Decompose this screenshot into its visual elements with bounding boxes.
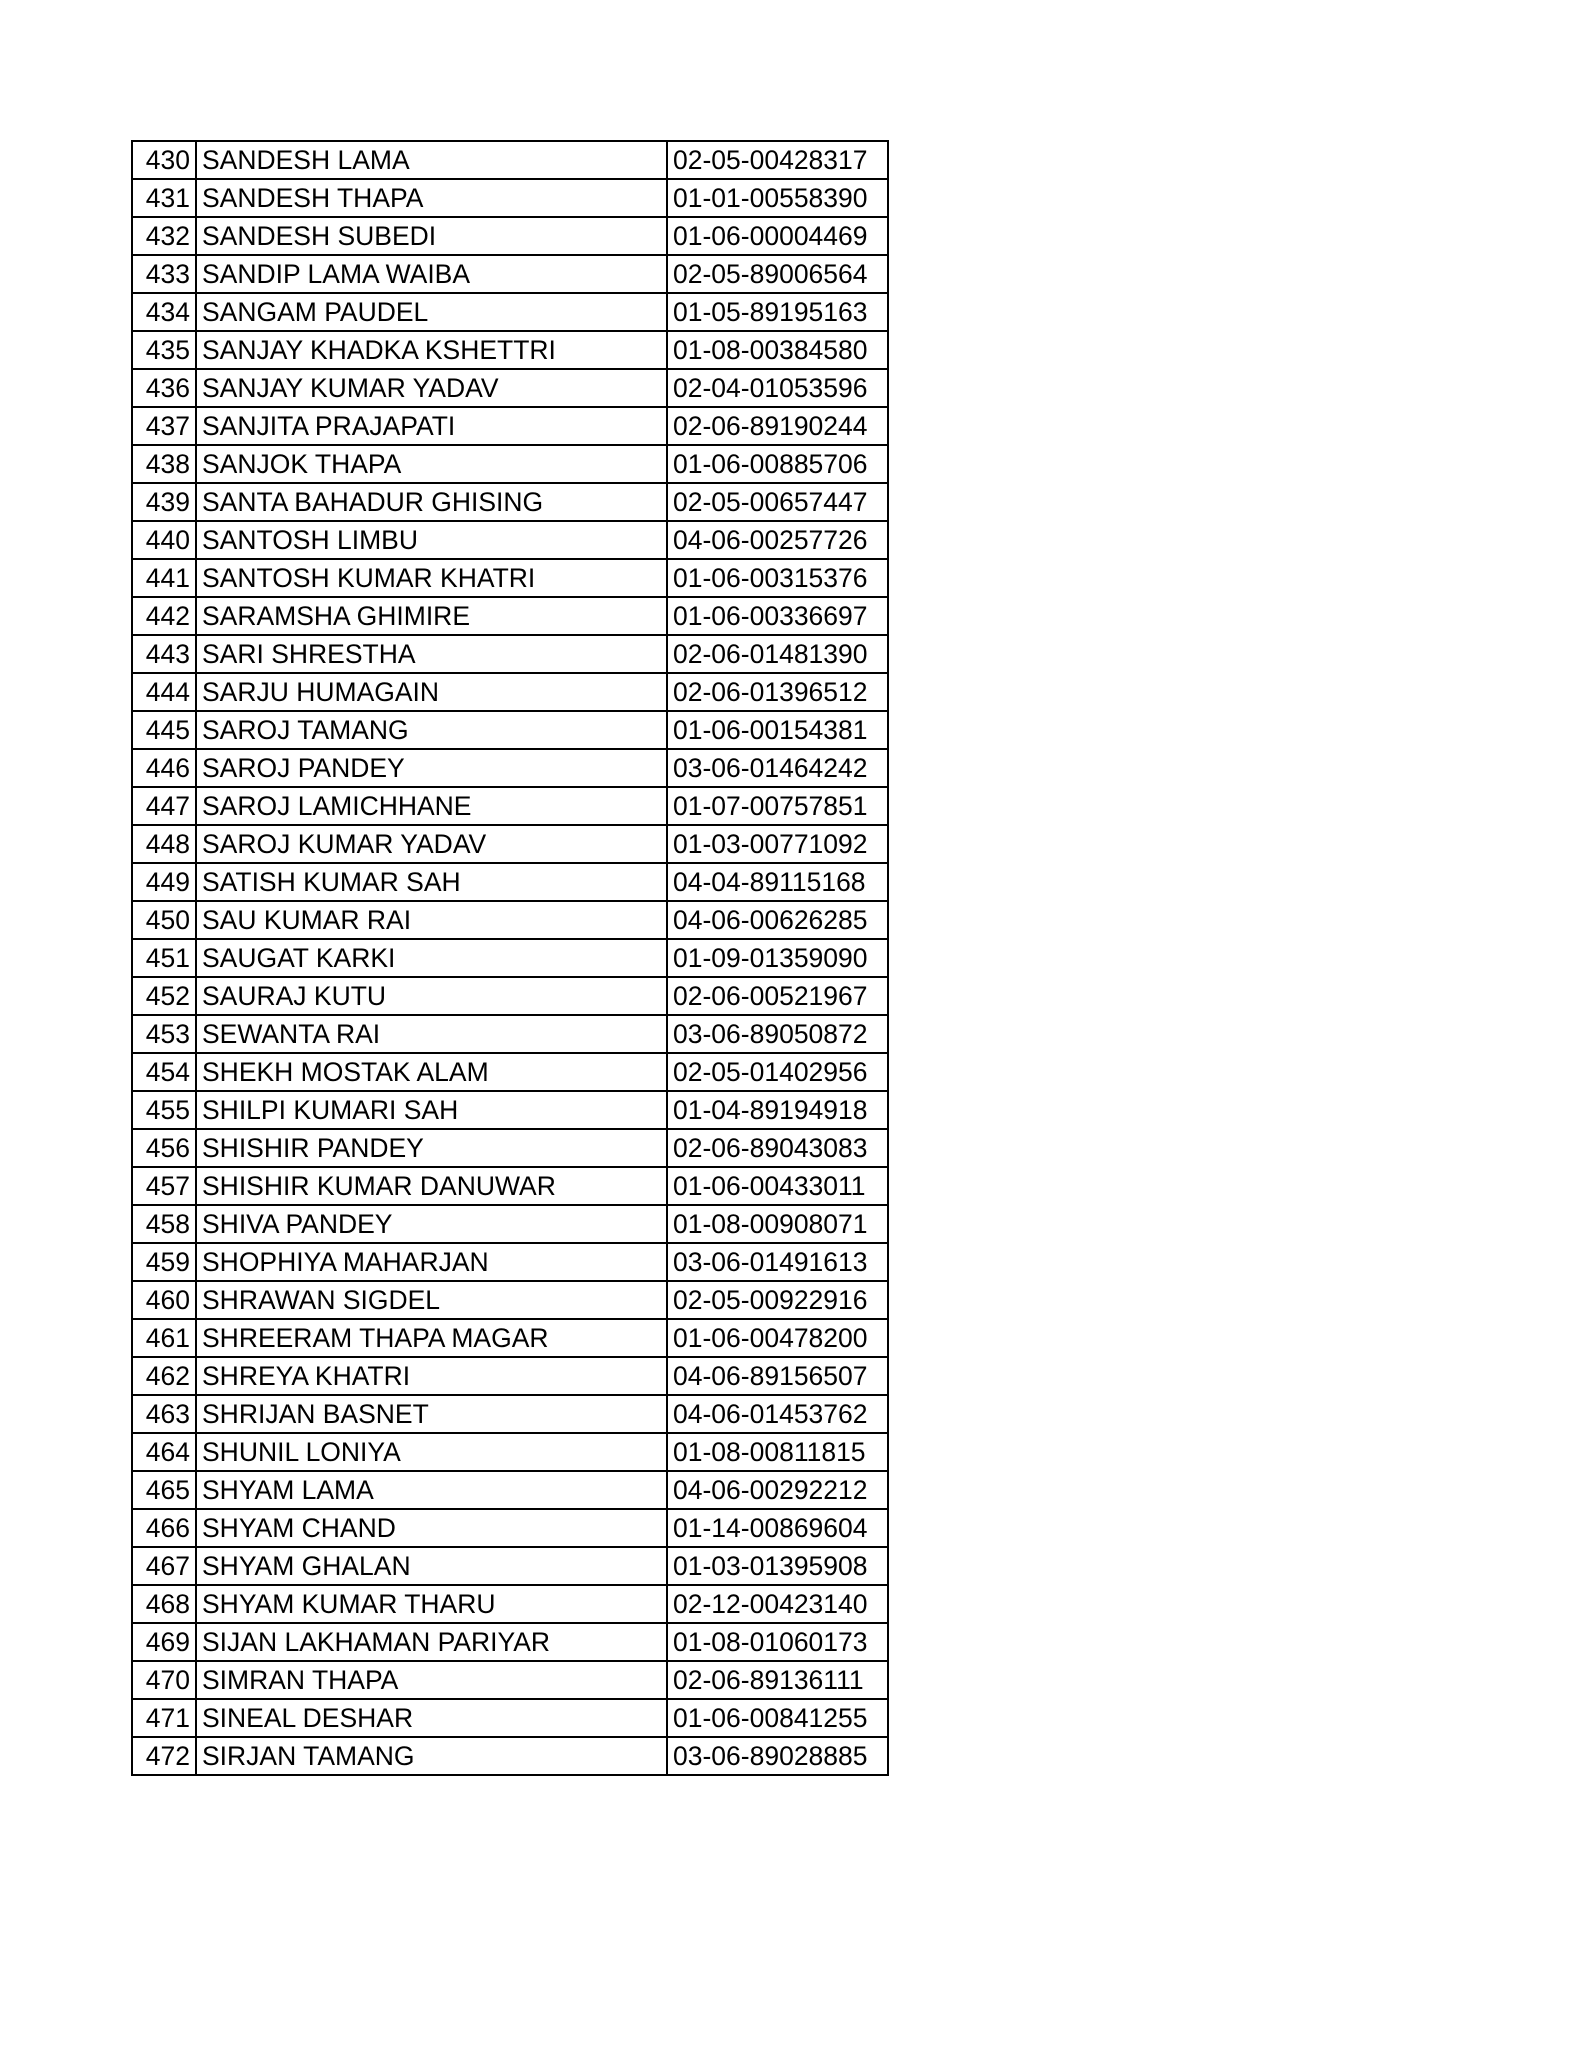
table-row (132, 369, 888, 407)
name-cell: SHOPHIYA MAHARJAN (196, 1243, 667, 1281)
id-number-cell: 02-05-01402956 (667, 1053, 888, 1091)
id-number-cell: 04-04-89115168 (667, 863, 888, 901)
row-number-cell: 465 (132, 1471, 196, 1509)
id-number-cell: 04-06-00626285 (667, 901, 888, 939)
name-cell: SHREERAM THAPA MAGAR (196, 1319, 667, 1357)
id-number-cell: 03-06-01464242 (667, 749, 888, 787)
name-cell: SATISH KUMAR SAH (196, 863, 667, 901)
row-number-cell: 469 (132, 1623, 196, 1661)
row-number-cell: 454 (132, 1053, 196, 1091)
id-number-cell: 01-06-00885706 (667, 445, 888, 483)
table-row (132, 825, 888, 863)
table-row (132, 1471, 888, 1509)
table-row (132, 1585, 888, 1623)
id-number-cell: 02-06-89190244 (667, 407, 888, 445)
row-number-cell: 445 (132, 711, 196, 749)
name-cell: SARAMSHA GHIMIRE (196, 597, 667, 635)
name-cell: SHUNIL LONIYA (196, 1433, 667, 1471)
table-row (132, 1129, 888, 1167)
id-number-cell: 01-03-00771092 (667, 825, 888, 863)
table-row (132, 1167, 888, 1205)
id-number-cell: 01-09-01359090 (667, 939, 888, 977)
row-number-cell: 433 (132, 255, 196, 293)
row-number-cell: 460 (132, 1281, 196, 1319)
id-number-cell: 02-04-01053596 (667, 369, 888, 407)
table-row (132, 1091, 888, 1129)
row-number-cell: 431 (132, 179, 196, 217)
name-cell: SARI SHRESTHA (196, 635, 667, 673)
id-number-cell: 01-07-00757851 (667, 787, 888, 825)
id-number-cell: 01-03-01395908 (667, 1547, 888, 1585)
name-cell: SARJU HUMAGAIN (196, 673, 667, 711)
id-number-cell: 01-08-00811815 (667, 1433, 888, 1471)
table-row (132, 1737, 888, 1775)
name-cell: SAROJ PANDEY (196, 749, 667, 787)
id-number-cell: 03-06-89050872 (667, 1015, 888, 1053)
table-row (132, 863, 888, 901)
name-cell: SHYAM GHALAN (196, 1547, 667, 1585)
row-number-cell: 448 (132, 825, 196, 863)
table-row (132, 1053, 888, 1091)
row-number-cell: 462 (132, 1357, 196, 1395)
id-number-cell: 01-06-00841255 (667, 1699, 888, 1737)
row-number-cell: 436 (132, 369, 196, 407)
name-cell: SHIVA PANDEY (196, 1205, 667, 1243)
name-cell: SIJAN LAKHAMAN PARIYAR (196, 1623, 667, 1661)
name-cell: SANJAY KUMAR YADAV (196, 369, 667, 407)
id-number-cell: 01-06-00315376 (667, 559, 888, 597)
id-number-cell: 01-06-00004469 (667, 217, 888, 255)
row-number-cell: 456 (132, 1129, 196, 1167)
row-number-cell: 439 (132, 483, 196, 521)
id-number-cell: 02-05-00922916 (667, 1281, 888, 1319)
name-cell: SHILPI KUMARI SAH (196, 1091, 667, 1129)
table-row (132, 1205, 888, 1243)
table-row (132, 1319, 888, 1357)
name-cell: SANDESH LAMA (196, 141, 667, 179)
name-cell: SANTOSH KUMAR KHATRI (196, 559, 667, 597)
id-number-cell: 01-06-00433011 (667, 1167, 888, 1205)
records-table (131, 140, 889, 1776)
table-row (132, 787, 888, 825)
row-number-cell: 449 (132, 863, 196, 901)
table-row (132, 217, 888, 255)
row-number-cell: 441 (132, 559, 196, 597)
name-cell: SANDIP LAMA WAIBA (196, 255, 667, 293)
table-row (132, 901, 888, 939)
table-row (132, 1661, 888, 1699)
table-row (132, 521, 888, 559)
name-cell: SAROJ LAMICHHANE (196, 787, 667, 825)
table-row (132, 407, 888, 445)
table-row (132, 1699, 888, 1737)
row-number-cell: 470 (132, 1661, 196, 1699)
name-cell: SANJAY KHADKA KSHETTRI (196, 331, 667, 369)
table-row (132, 141, 888, 179)
row-number-cell: 464 (132, 1433, 196, 1471)
table-row (132, 483, 888, 521)
row-number-cell: 458 (132, 1205, 196, 1243)
row-number-cell: 437 (132, 407, 196, 445)
table-row (132, 331, 888, 369)
id-number-cell: 01-06-00478200 (667, 1319, 888, 1357)
table-row (132, 597, 888, 635)
name-cell: SANGAM PAUDEL (196, 293, 667, 331)
row-number-cell: 452 (132, 977, 196, 1015)
name-cell: SANTOSH LIMBU (196, 521, 667, 559)
table-row (132, 1433, 888, 1471)
row-number-cell: 432 (132, 217, 196, 255)
name-cell: SAROJ TAMANG (196, 711, 667, 749)
row-number-cell: 434 (132, 293, 196, 331)
id-number-cell: 04-06-89156507 (667, 1357, 888, 1395)
name-cell: SANJOK THAPA (196, 445, 667, 483)
id-number-cell: 03-06-01491613 (667, 1243, 888, 1281)
table-row (132, 977, 888, 1015)
name-cell: SAUGAT KARKI (196, 939, 667, 977)
table-row (132, 1281, 888, 1319)
id-number-cell: 01-08-00384580 (667, 331, 888, 369)
name-cell: SHYAM CHAND (196, 1509, 667, 1547)
row-number-cell: 451 (132, 939, 196, 977)
row-number-cell: 430 (132, 141, 196, 179)
row-number-cell: 440 (132, 521, 196, 559)
table-row (132, 1547, 888, 1585)
row-number-cell: 447 (132, 787, 196, 825)
table-row (132, 711, 888, 749)
name-cell: SANDESH THAPA (196, 179, 667, 217)
name-cell: SHISHIR PANDEY (196, 1129, 667, 1167)
table-row (132, 1623, 888, 1661)
id-number-cell: 02-05-00657447 (667, 483, 888, 521)
row-number-cell: 455 (132, 1091, 196, 1129)
table-row (132, 1395, 888, 1433)
table-row (132, 1509, 888, 1547)
row-number-cell: 442 (132, 597, 196, 635)
name-cell: SHRAWAN SIGDEL (196, 1281, 667, 1319)
table-row (132, 1015, 888, 1053)
name-cell: SHEKH MOSTAK ALAM (196, 1053, 667, 1091)
table-row (132, 293, 888, 331)
row-number-cell: 459 (132, 1243, 196, 1281)
id-number-cell: 01-06-00154381 (667, 711, 888, 749)
row-number-cell: 472 (132, 1737, 196, 1775)
id-number-cell: 02-12-00423140 (667, 1585, 888, 1623)
id-number-cell: 02-06-00521967 (667, 977, 888, 1015)
table-row (132, 445, 888, 483)
name-cell: SAROJ KUMAR YADAV (196, 825, 667, 863)
row-number-cell: 467 (132, 1547, 196, 1585)
id-number-cell: 04-06-00257726 (667, 521, 888, 559)
row-number-cell: 435 (132, 331, 196, 369)
row-number-cell: 468 (132, 1585, 196, 1623)
name-cell: SIMRAN THAPA (196, 1661, 667, 1699)
name-cell: SAU KUMAR RAI (196, 901, 667, 939)
name-cell: SHYAM LAMA (196, 1471, 667, 1509)
name-cell: SHRIJAN BASNET (196, 1395, 667, 1433)
table-body (132, 141, 888, 1775)
table-row (132, 939, 888, 977)
row-number-cell: 453 (132, 1015, 196, 1053)
table-row (132, 179, 888, 217)
id-number-cell: 01-08-00908071 (667, 1205, 888, 1243)
name-cell: SAURAJ KUTU (196, 977, 667, 1015)
name-cell: SANTA BAHADUR GHISING (196, 483, 667, 521)
row-number-cell: 466 (132, 1509, 196, 1547)
row-number-cell: 463 (132, 1395, 196, 1433)
name-cell: SEWANTA RAI (196, 1015, 667, 1053)
id-number-cell: 02-06-89136111 (667, 1661, 888, 1699)
name-cell: SIRJAN TAMANG (196, 1737, 667, 1775)
row-number-cell: 443 (132, 635, 196, 673)
id-number-cell: 01-01-00558390 (667, 179, 888, 217)
table-row (132, 559, 888, 597)
name-cell: SHREYA KHATRI (196, 1357, 667, 1395)
name-cell: SHYAM KUMAR THARU (196, 1585, 667, 1623)
row-number-cell: 438 (132, 445, 196, 483)
id-number-cell: 01-06-00336697 (667, 597, 888, 635)
table-row (132, 635, 888, 673)
id-number-cell: 02-05-00428317 (667, 141, 888, 179)
id-number-cell: 01-08-01060173 (667, 1623, 888, 1661)
id-number-cell: 02-06-01481390 (667, 635, 888, 673)
id-number-cell: 04-06-00292212 (667, 1471, 888, 1509)
row-number-cell: 450 (132, 901, 196, 939)
row-number-cell: 457 (132, 1167, 196, 1205)
name-cell: SHISHIR KUMAR DANUWAR (196, 1167, 667, 1205)
row-number-cell: 471 (132, 1699, 196, 1737)
id-number-cell: 01-05-89195163 (667, 293, 888, 331)
id-number-cell: 04-06-01453762 (667, 1395, 888, 1433)
table-row (132, 255, 888, 293)
table-row (132, 749, 888, 787)
id-number-cell: 01-04-89194918 (667, 1091, 888, 1129)
table-row (132, 1243, 888, 1281)
id-number-cell: 02-06-01396512 (667, 673, 888, 711)
row-number-cell: 461 (132, 1319, 196, 1357)
name-cell: SANJITA PRAJAPATI (196, 407, 667, 445)
id-number-cell: 03-06-89028885 (667, 1737, 888, 1775)
table-row (132, 673, 888, 711)
name-cell: SANDESH SUBEDI (196, 217, 667, 255)
id-number-cell: 02-05-89006564 (667, 255, 888, 293)
table-row (132, 1357, 888, 1395)
row-number-cell: 446 (132, 749, 196, 787)
row-number-cell: 444 (132, 673, 196, 711)
id-number-cell: 02-06-89043083 (667, 1129, 888, 1167)
name-cell: SINEAL DESHAR (196, 1699, 667, 1737)
id-number-cell: 01-14-00869604 (667, 1509, 888, 1547)
